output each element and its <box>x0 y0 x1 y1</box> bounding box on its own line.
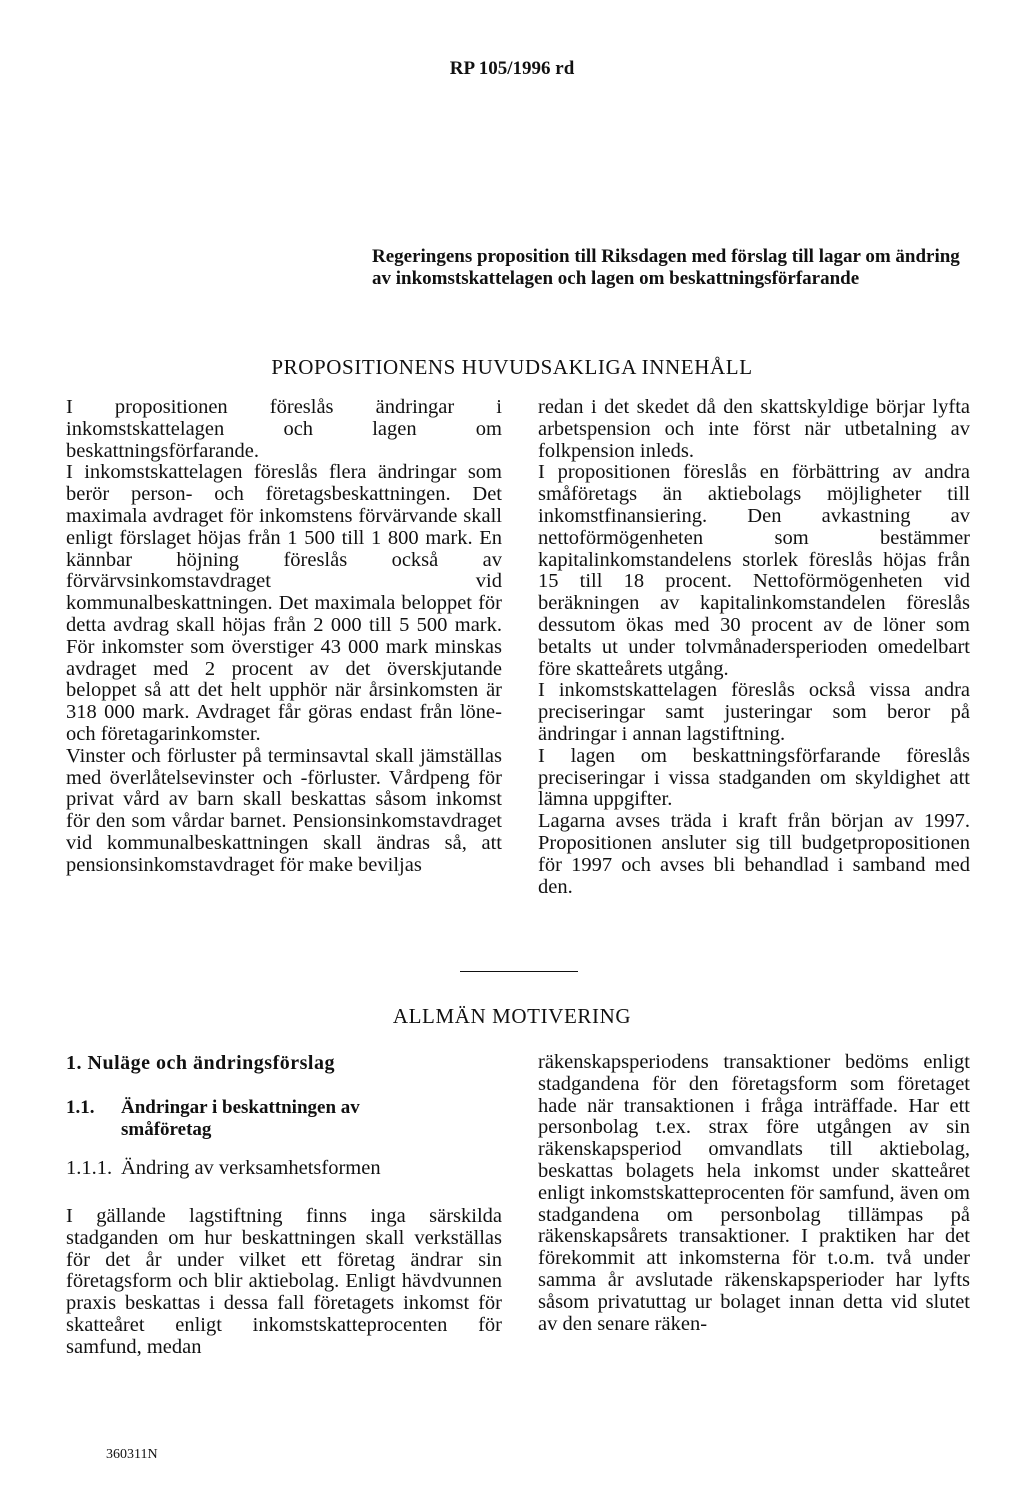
summary-left-column <box>66 397 502 877</box>
page-header: RP 105/1996 rd <box>449 58 575 79</box>
summary-paragraph: I inkomstskattelagen föreslås också vissa andra preciseringar samt justeringar som beror på ändringar i annan lagstiftning. <box>538 679 970 745</box>
body-paragraph: räkenskapsperiodens transaktioner bedöms enligt stadgandena för den företagsform som företaget hade när transaktionen i fråga inträffade. Har ett personbolag t.ex. strax före utgången av sin räkenskapsperiod omvandlats till aktiebolag, beskattas bolagets hela inkomst under skatteåret enligt inkomstskatteprocenten för samfund, även om stadgandena om personbolag tillämpas på räkenskapsårets transaktioner. I praktiken har det förekommit att inkomsterna för t.o.m. två under samma år avslutade räkenskapsperioder har lyfts såsom privatuttag ur bolaget innan detta vid slutet av den senare räken- <box>538 1051 970 1335</box>
footer-code: 360311N <box>106 1447 158 1462</box>
section-title: Ändringar i beskattningen av <box>121 1097 360 1118</box>
section-heading-1-1 <box>66 1097 360 1141</box>
summary-paragraph: I inkomstskattelagen föreslås flera ändringar som berör person- och företagsbeskattningen. Det maximala avdraget för inkomstens förvärvande skall enligt förslaget höjas från 1 500 till 1 800 mark. En kännbar höjning föreslås också av förvärvsinkomstavdraget vid kommunalbeskattningen. Det maximala beloppet för detta avdrag skall höjas från 2 000 till 5 500 mark. För inkomster som överstiger 43 000 mark minskas avdraget med 2 procent av det överskjutande beloppet så att det helt upphör när årsinkomsten är 318 000 mark. Avdraget får göras endast från löne- och företagarinkomster. <box>66 461 502 745</box>
body-right-column <box>538 1052 970 1335</box>
summary-right-column <box>538 397 970 898</box>
summary-paragraph: redan i det skedet då den skattskyldige börjar lyfta arbetspension och inte först när utbetalning av folkpension inleds. <box>538 396 970 462</box>
body-paragraph: I gällande lagstiftning finns inga särskilda stadganden om hur beskattningen skall verkställas för det år under vilket ett företag ändrar sin företagsform och blir aktiebolag. Enligt hävdvunnen praxis beskattas i dessa fall företagets inkomst för skatteåret enligt inkomstskatteprocenten för samfund, medan <box>66 1205 502 1358</box>
section-title-continued: småföretag <box>121 1119 212 1140</box>
motivation-heading: ALLMÄN MOTIVERING <box>392 1004 632 1028</box>
section-number: 1.1.1. <box>66 1157 113 1179</box>
section-title: Ändring av verksamhetsformen <box>121 1157 381 1179</box>
section-divider <box>460 971 578 972</box>
section-number: 1.1. <box>66 1097 95 1118</box>
document-title: Regeringens proposition till Riksdagen med förslag till lagar om ändring av inkomstskattelagen och lagen om beskattningsförfarande <box>372 246 960 289</box>
section-heading-1 <box>66 1052 335 1075</box>
summary-paragraph: I propositionen föreslås en förbättring av andra småföretags än aktiebolags möjligheter till inkomstfinansiering. Den avkastning av nettoförmögenheten som bestämmer kapitalinkomstandelens storlek föreslås höjas från 15 till 18 procent. Nettoförmögenheten vid beräkningen av kapitalinkomstandelen föreslås dessutom ökas med 30 procent av de löner som betalts ut under tolvmånadersperioden omedelbart före skatteårets utgång. <box>538 461 970 680</box>
summary-paragraph: I lagen om beskattningsförfarande föreslås preciseringar i vissa stadganden om skyldighet att lämna uppgifter. <box>538 744 970 811</box>
section-number: 1. <box>66 1052 82 1074</box>
summary-paragraph: I propositionen föreslås ändringar i inkomstskattelagen och lagen om beskattningsförfarande. <box>66 396 502 462</box>
summary-paragraph: Lagarna avses träda i kraft från början av 1997. Propositionen ansluter sig till budgetpropositionen för 1997 och avses bli behandlad i samband med den. <box>538 810 970 898</box>
body-left-column <box>66 1206 502 1359</box>
summary-paragraph: Vinster och förluster på terminsavtal skall jämställas med överlåtelsevinster och -förluster. Vårdpeng för privat vård av barn skall beskattas såsom inkomst för den som vårdar barnet. Pensionsinkomstavdraget vid kommunalbeskattningen skall ändras så, att pensionsinkomstavdraget för make beviljas <box>66 744 502 876</box>
summary-heading: PROPOSITIONENS HUVUDSAKLIGA INNEHÅLL <box>271 355 753 379</box>
section-title: Nuläge och ändringsförslag <box>87 1052 335 1074</box>
section-heading-1-1-1 <box>66 1157 381 1180</box>
